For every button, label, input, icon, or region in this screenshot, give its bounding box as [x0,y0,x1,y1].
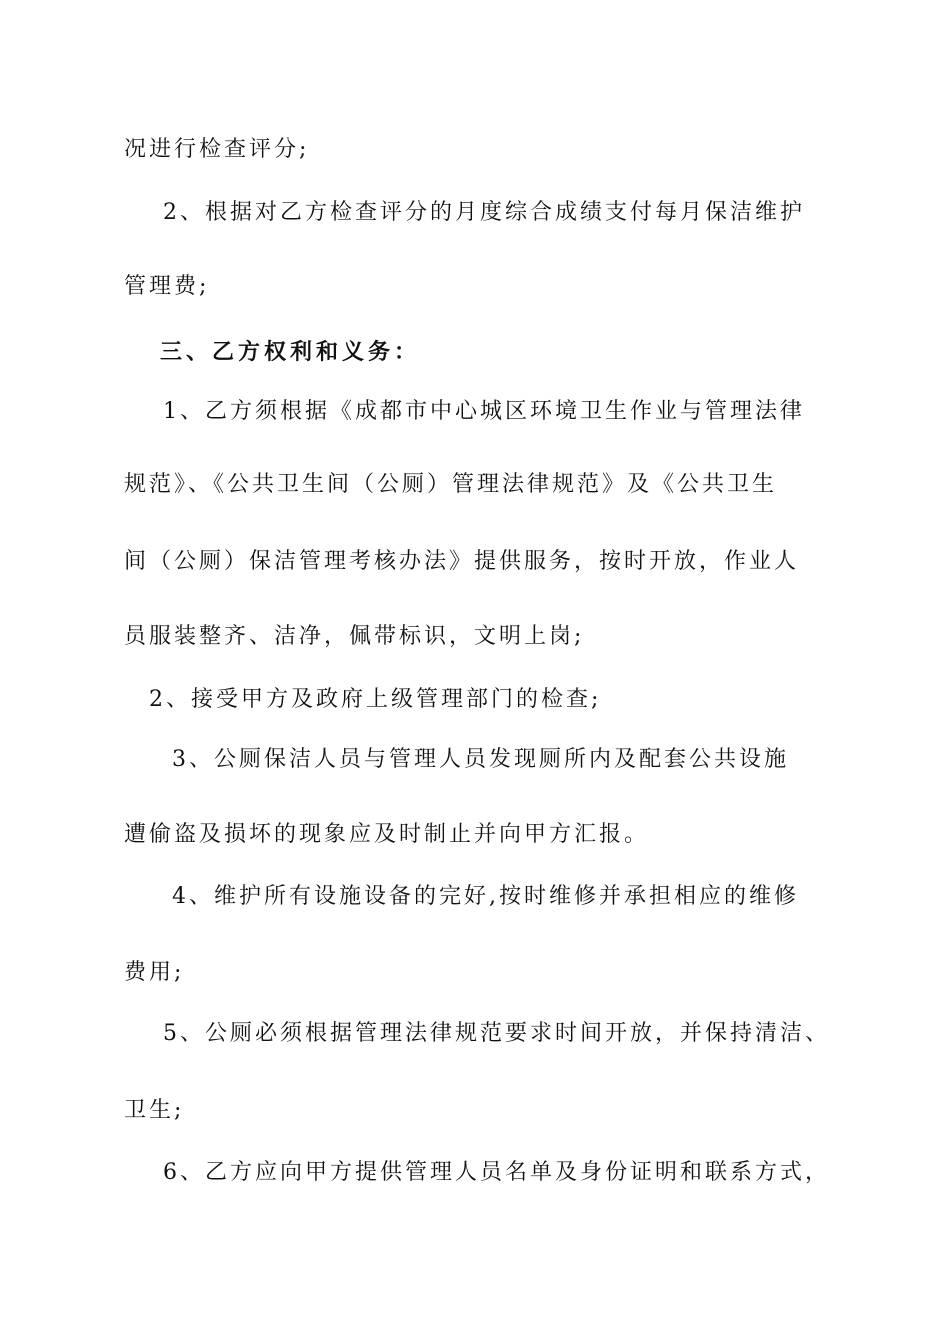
paragraph-line: 4、维护所有设施设备的完好,按时维修并承担相应的维修 [172,884,799,909]
paragraph-line: 2、根据对乙方检查评分的月度综合成绩支付每月保洁维护 [163,200,805,225]
paragraph-line: 规范》、《公共卫生间（公厕）管理法律规范》及《公共卫生 [124,472,778,497]
section-heading: 三、乙方权利和义务： [160,340,421,365]
paragraph-line: 3、公厕保洁人员与管理人员发现厕所内及配套公共设施 [172,747,789,772]
paragraph-line: 1、乙方须根据《成都市中心城区环境卫生作业与管理法律 [163,399,805,424]
paragraph-line: 5、公厕必须根据管理法律规范要求时间开放，并保持清洁、 [163,1021,830,1046]
paragraph-line: 2、接受甲方及政府上级管理部门的检查; [149,687,602,712]
paragraph-line: 间（公厕）保洁管理考核办法》提供服务，按时开放，作业人 [124,549,800,574]
paragraph-line: 费用; [124,960,185,985]
paragraph-line: 卫生; [124,1098,185,1123]
paragraph-line: 况进行检查评分; [124,137,310,162]
paragraph-line: 6、乙方应向甲方提供管理人员名单及身份证明和联系方式， [163,1160,830,1185]
paragraph-line: 管理费; [124,274,210,299]
paragraph-line: 遭偷盗及损坏的现象应及时制止并向甲方汇报。 [124,822,650,847]
paragraph-line: 员服装整齐、洁净，佩带标识，文明上岗; [124,624,585,649]
